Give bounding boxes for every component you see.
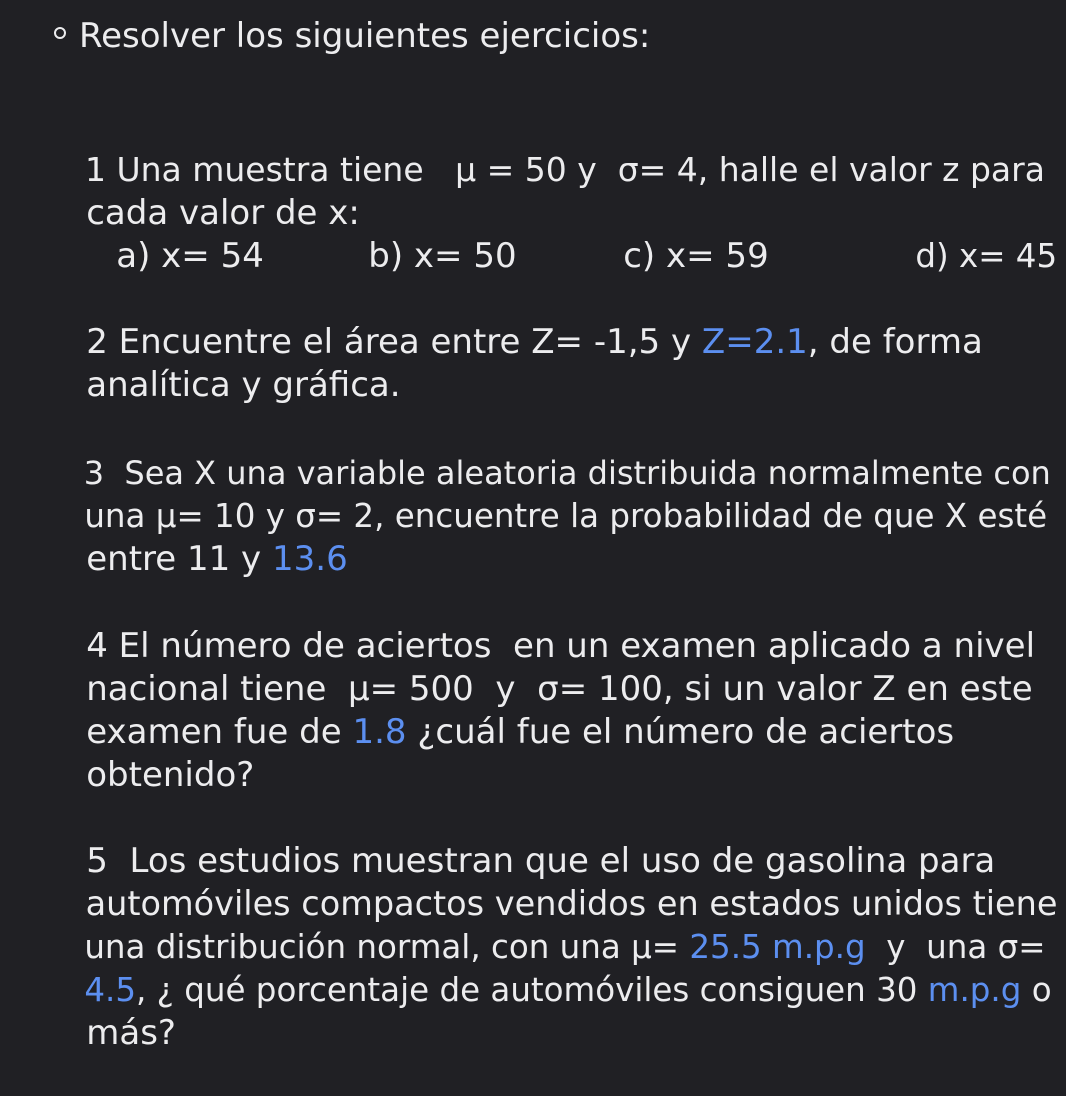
problem-5-line-1 bbox=[43, 798, 996, 881]
problem-2-line-1 bbox=[43, 279, 983, 362]
text: nacional tiene μ= 500 y σ= 100, si un valor Z en este bbox=[86, 669, 1033, 709]
highlight-text: 4.5 bbox=[84, 971, 137, 1009]
highlight-text: 13.6 bbox=[272, 539, 348, 579]
problem-5-line-4 bbox=[43, 927, 1052, 1009]
text: , de forma bbox=[807, 322, 983, 362]
highlight-text: 1.8 bbox=[352, 712, 407, 752]
heading: Resolver los siguientes ejercicios: bbox=[79, 16, 651, 56]
problem-5-line-2 bbox=[43, 841, 1058, 923]
text: examen fue de bbox=[86, 712, 353, 752]
option-value: x= 50 bbox=[413, 236, 517, 276]
text: una μ= 10 y σ= 2, encuentre la probabilidad de que X esté bbox=[84, 497, 1048, 535]
text: 3 Sea X una variable aleatoria distribuida normalmente con bbox=[83, 454, 1051, 492]
text: más? bbox=[86, 1013, 176, 1053]
problem-4-line-3 bbox=[43, 669, 955, 752]
text: 4 El número de aciertos en un examen aplicado a nivel bbox=[86, 626, 1036, 666]
option-label: b) bbox=[368, 236, 404, 276]
text: automóviles compactos vendidos en estados unidos tiene bbox=[85, 884, 1058, 923]
problem-4-line-4 bbox=[43, 712, 255, 795]
option-label: d) bbox=[915, 237, 949, 275]
text: una distribución normal, con una μ= bbox=[84, 928, 690, 966]
text: ¿cuál fue el número de aciertos bbox=[406, 712, 955, 752]
text: 5 Los estudios muestran que el uso de gasolina para bbox=[86, 841, 996, 881]
problem-1-line-1 bbox=[43, 107, 1045, 189]
text: cada valor de x: bbox=[86, 193, 360, 233]
text: analítica y gráfica. bbox=[86, 365, 401, 405]
text: , ¿ qué porcentaje de automóviles consiguen 30 bbox=[136, 971, 928, 1009]
problem-3-line-3 bbox=[43, 496, 348, 579]
problem-3-line-2 bbox=[43, 453, 1048, 535]
text: entre 11 y bbox=[86, 539, 272, 579]
problem-5-line-3 bbox=[43, 884, 1046, 966]
bullet-icon bbox=[54, 27, 66, 39]
problem-5-line-5 bbox=[43, 970, 176, 1053]
problem-4-line-2 bbox=[43, 626, 1036, 709]
option-value: x= 54 bbox=[161, 236, 264, 276]
option-label: c) bbox=[623, 236, 656, 276]
option-value: x= 45 bbox=[958, 237, 1058, 275]
text: obtenido? bbox=[86, 755, 255, 795]
problem-1-line-2 bbox=[43, 150, 360, 233]
highlight-text: Z=2.1 bbox=[701, 322, 808, 362]
text: y una σ= bbox=[865, 928, 1046, 966]
option-label: a) bbox=[116, 236, 151, 276]
highlight-text: 25.5 m.p.g bbox=[689, 928, 866, 966]
highlight-text: m.p.g bbox=[927, 971, 1022, 1009]
text: 1 Una muestra tiene μ = 50 y σ= 4, halle el valor z para bbox=[84, 150, 1045, 189]
problem-3-line-1 bbox=[43, 410, 1051, 492]
text: o bbox=[1021, 971, 1052, 1009]
text: 2 Encuentre el área entre Z= -1,5 y bbox=[86, 322, 702, 362]
option-value: x= 59 bbox=[666, 236, 769, 276]
problem-4-line-1 bbox=[43, 583, 1036, 666]
problem-2-line-2 bbox=[43, 322, 401, 405]
